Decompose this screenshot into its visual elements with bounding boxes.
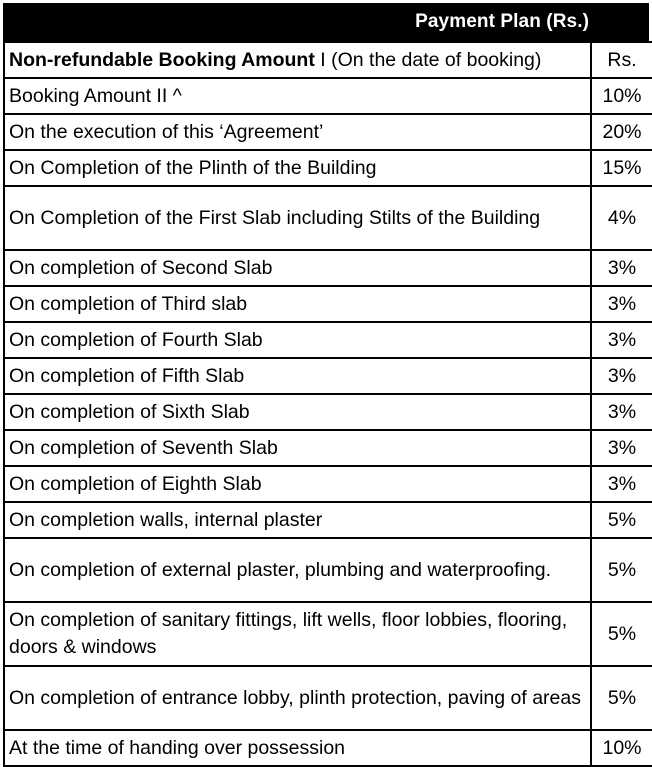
stage-label: Booking Amount II ^ (4, 78, 591, 114)
table-row (4, 538, 652, 602)
stage-value: 5% (591, 502, 652, 538)
table-row (4, 430, 652, 466)
stage-label: On Completion of the Plinth of the Building (4, 150, 591, 186)
stage-value: 15% (591, 150, 652, 186)
stage-value: 20% (591, 114, 652, 150)
table-row (4, 250, 652, 286)
stage-label: On completion of Sixth Slab (4, 394, 591, 430)
stage-value: 3% (591, 394, 652, 430)
table-row (4, 466, 652, 502)
stage-label-bold: Non-refundable Booking Amount (9, 48, 315, 71)
stage-value: 3% (591, 358, 652, 394)
stage-label: On completion walls, internal plaster (4, 502, 591, 538)
stage-value: 3% (591, 250, 652, 286)
stage-value: 3% (591, 466, 652, 502)
stage-value: 10% (591, 730, 652, 766)
stage-value: 4% (591, 186, 652, 250)
table-row (4, 42, 652, 78)
stage-label: On completion of Fifth Slab (4, 358, 591, 394)
table-row (4, 150, 652, 186)
table-row (4, 602, 652, 666)
stage-label: On completion of Eighth Slab (4, 466, 591, 502)
stage-label: On completion of entrance lobby, plinth protection, paving of areas (4, 666, 591, 730)
stage-label-rest: I (On the date of booking) (314, 48, 542, 71)
table-row (4, 186, 652, 250)
stage-label: On Completion of the First Slab including Stilts of the Building (4, 186, 591, 250)
stage-value: Rs. (591, 42, 652, 78)
table-row (4, 286, 652, 322)
stage-value: 3% (591, 322, 652, 358)
table-row (4, 322, 652, 358)
stage-value: 5% (591, 602, 652, 666)
stage-value: 3% (591, 286, 652, 322)
table-row (4, 666, 652, 730)
table-row (4, 358, 652, 394)
payment-plan-table (3, 41, 652, 767)
table-row (4, 114, 652, 150)
stage-label: At the time of handing over possession (4, 730, 591, 766)
table-row (4, 394, 652, 430)
stage-label: On completion of sanitary fittings, lift wells, floor lobbies, flooring, doors & windows (4, 602, 591, 666)
stage-value: 10% (591, 78, 652, 114)
stage-value: 5% (591, 666, 652, 730)
table-row (4, 78, 652, 114)
stage-label: On completion of Second Slab (4, 250, 591, 286)
table-header-title: Payment Plan (Rs.) (415, 11, 589, 32)
stage-label: On completion of external plaster, plumbing and waterproofing. (4, 538, 591, 602)
stage-label: On completion of Fourth Slab (4, 322, 591, 358)
stage-value: 5% (591, 538, 652, 602)
stage-label (4, 42, 591, 78)
table-row (4, 502, 652, 538)
table-header-bar (3, 3, 649, 41)
stage-label: On the execution of this ‘Agreement’ (4, 114, 591, 150)
table-row (4, 730, 652, 766)
stage-label: On completion of Third slab (4, 286, 591, 322)
stage-value: 3% (591, 430, 652, 466)
stage-label: On completion of Seventh Slab (4, 430, 591, 466)
